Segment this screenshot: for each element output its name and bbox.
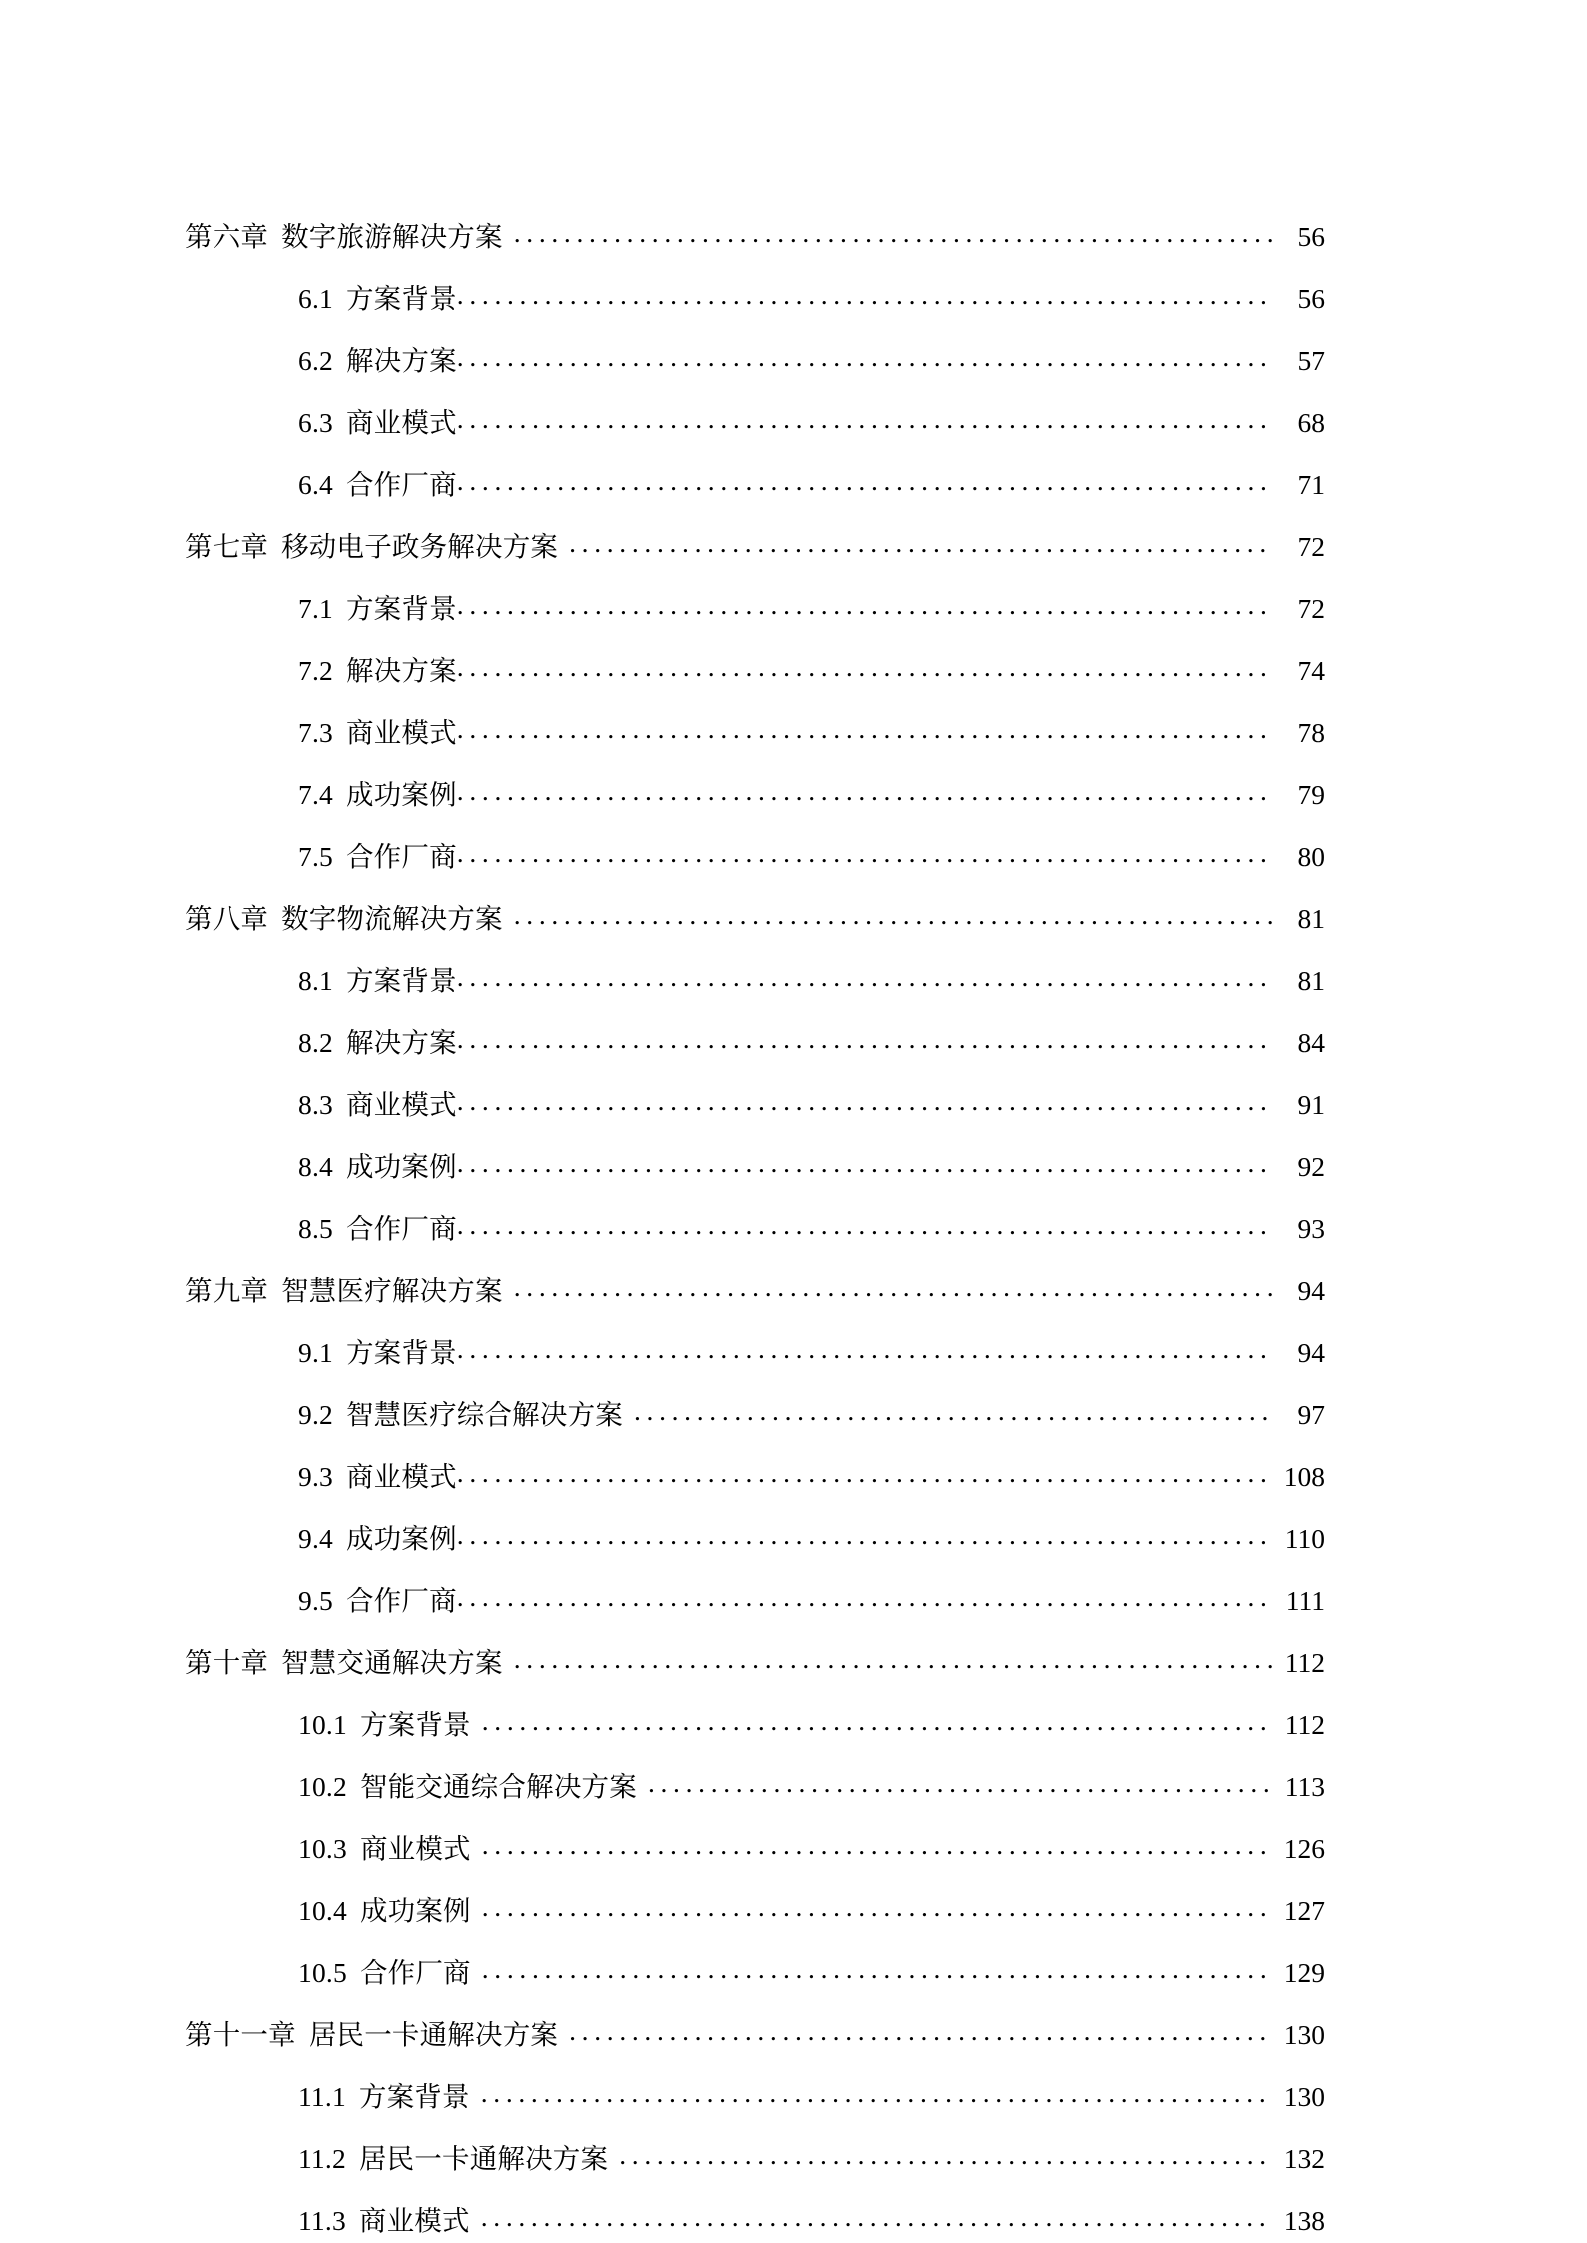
- toc-entry-title: 商业模式: [345, 717, 457, 748]
- toc-section-entry[interactable]: [185, 1942, 1325, 2004]
- toc-dot-leader: [457, 1149, 1272, 1177]
- toc-entry-label: [298, 826, 457, 888]
- toc-dot-leader: [457, 405, 1272, 433]
- toc-dot-leader: [569, 529, 1272, 557]
- toc-entry-label: [298, 2128, 608, 2190]
- toc-entry-number: 6.4: [298, 469, 333, 500]
- toc-page-number: 56: [1297, 221, 1325, 252]
- toc-entry-number: 第七章: [185, 531, 269, 562]
- toc-entry-title: 智慧交通解决方案: [281, 1647, 503, 1678]
- toc-section-entry[interactable]: [185, 1570, 1325, 1632]
- toc-entry-title: 居民一卡通解决方案: [308, 2019, 559, 2050]
- toc-entry-label: [298, 764, 457, 826]
- toc-entry-label: [298, 1818, 471, 1880]
- toc-entry-number: 8.1: [298, 965, 333, 996]
- toc-dot-leader: [457, 1583, 1272, 1611]
- toc-page-number: 130: [1283, 2081, 1325, 2112]
- toc-page-number: 94: [1297, 1337, 1325, 1368]
- toc-entry-number: 第九章: [185, 1275, 269, 1306]
- toc-entry-label: [185, 1260, 503, 1322]
- toc-entry-label: [298, 1198, 457, 1260]
- toc-entry-number: 9.5: [298, 1585, 333, 1616]
- toc-section-entry[interactable]: [185, 764, 1325, 826]
- toc-page-number: 68: [1297, 407, 1325, 438]
- toc-entry-title: 合作厂商: [345, 469, 457, 500]
- toc-dot-leader: [619, 2141, 1272, 2169]
- toc-entry-label: [298, 1322, 457, 1384]
- toc-section-entry[interactable]: [185, 268, 1325, 330]
- toc-dot-leader: [569, 2017, 1272, 2045]
- toc-entry-label: [298, 1508, 457, 1570]
- toc-page-number: 138: [1283, 2205, 1325, 2236]
- toc-section-entry[interactable]: [185, 1446, 1325, 1508]
- toc-entry-label: [298, 1446, 457, 1508]
- toc-dot-leader: [482, 1831, 1272, 1859]
- toc-entry-title: 居民一卡通解决方案: [358, 2143, 609, 2174]
- toc-entry-label: [298, 392, 457, 454]
- toc-entry-title: 移动电子政务解决方案: [281, 531, 559, 562]
- toc-entry-title: 合作厂商: [345, 1213, 457, 1244]
- toc-dot-leader: [648, 1769, 1272, 1797]
- toc-entry-title: 方案背景: [345, 965, 457, 996]
- toc-entry-title: 数字旅游解决方案: [281, 221, 503, 252]
- toc-dot-leader: [457, 1335, 1272, 1363]
- toc-entry-number: 10.1: [298, 1709, 347, 1740]
- toc-dot-leader: [457, 467, 1272, 495]
- toc-entry-number: 11.3: [298, 2205, 346, 2236]
- toc-entry-label: [298, 2190, 470, 2243]
- toc-entry-label: [298, 1074, 457, 1136]
- toc-page-number: 56: [1297, 283, 1325, 314]
- toc-section-entry[interactable]: [185, 640, 1325, 702]
- toc-entry-title: 商业模式: [359, 1833, 471, 1864]
- toc-entry-title: 方案背景: [345, 593, 457, 624]
- toc-entry-title: 合作厂商: [345, 841, 457, 872]
- toc-page-number: 126: [1283, 1833, 1325, 1864]
- toc-section-entry[interactable]: [185, 1322, 1325, 1384]
- toc-page-number: 112: [1284, 1647, 1325, 1678]
- toc-entry-title: 数字物流解决方案: [281, 903, 503, 934]
- toc-section-entry[interactable]: [185, 1136, 1325, 1198]
- toc-dot-leader: [481, 2079, 1272, 2107]
- toc-entry-label: [298, 640, 457, 702]
- toc-section-entry[interactable]: [185, 2190, 1325, 2243]
- toc-entry-title: 方案背景: [345, 283, 457, 314]
- toc-page-number: 78: [1297, 717, 1325, 748]
- toc-page-number: 111: [1285, 1585, 1325, 1616]
- toc-dot-leader: [457, 1025, 1272, 1053]
- toc-section-entry[interactable]: [185, 1384, 1325, 1446]
- toc-entry-number: 10.2: [298, 1771, 347, 1802]
- toc-page-number: 79: [1297, 779, 1325, 810]
- toc-entry-number: 10.4: [298, 1895, 347, 1926]
- toc-entry-label: [298, 1694, 471, 1756]
- toc-dot-leader: [457, 653, 1272, 681]
- toc-dot-leader: [514, 901, 1272, 929]
- toc-entry-number: 9.1: [298, 1337, 333, 1368]
- toc-entry-number: 11.1: [298, 2081, 346, 2112]
- toc-dot-leader: [482, 1707, 1272, 1735]
- toc-dot-leader: [457, 839, 1272, 867]
- toc-chapter-entry[interactable]: [185, 888, 1325, 950]
- toc-dot-leader: [634, 1397, 1272, 1425]
- toc-entry-title: 智慧医疗综合解决方案: [345, 1399, 623, 1430]
- toc-section-entry[interactable]: [185, 702, 1325, 764]
- toc-entry-number: 11.2: [298, 2143, 346, 2174]
- toc-entry-number: 7.1: [298, 593, 333, 624]
- toc-dot-leader: [482, 1893, 1272, 1921]
- toc-entry-number: 第六章: [185, 221, 269, 252]
- toc-section-entry[interactable]: [185, 1012, 1325, 1074]
- toc-entry-number: 7.3: [298, 717, 333, 748]
- toc-entry-number: 8.4: [298, 1151, 333, 1182]
- toc-entry-label: [298, 1942, 471, 2004]
- toc-entry-title: 解决方案: [345, 655, 457, 686]
- toc-page-number: 130: [1283, 2019, 1325, 2050]
- toc-entry-title: 智慧医疗解决方案: [281, 1275, 503, 1306]
- toc-page-number: 92: [1297, 1151, 1325, 1182]
- toc-entry-number: 8.5: [298, 1213, 333, 1244]
- toc-entry-label: [298, 578, 457, 640]
- toc-page-number: 129: [1283, 1957, 1325, 1988]
- toc-dot-leader: [457, 343, 1272, 371]
- toc-entry-label: [298, 702, 457, 764]
- toc-entry-number: 6.3: [298, 407, 333, 438]
- toc-page-number: 93: [1297, 1213, 1325, 1244]
- toc-section-entry[interactable]: [185, 826, 1325, 888]
- toc-page-number: 91: [1297, 1089, 1325, 1120]
- toc-section-entry[interactable]: [185, 2128, 1325, 2190]
- toc-section-entry[interactable]: [185, 950, 1325, 1012]
- toc-dot-leader: [514, 1273, 1272, 1301]
- toc-chapter-entry[interactable]: [185, 1632, 1325, 1694]
- toc-dot-leader: [457, 281, 1272, 309]
- toc-entry-number: 6.1: [298, 283, 333, 314]
- toc-entry-label: [298, 1012, 457, 1074]
- toc-entry-number: 第十章: [185, 1647, 269, 1678]
- toc-entry-title: 商业模式: [345, 1089, 457, 1120]
- toc-entry-label: [298, 330, 457, 392]
- toc-entry-title: 成功案例: [345, 1151, 457, 1182]
- toc-section-entry[interactable]: [185, 578, 1325, 640]
- toc-dot-leader: [457, 1459, 1272, 1487]
- toc-entry-title: 商业模式: [358, 2205, 470, 2236]
- toc-section-entry[interactable]: [185, 1818, 1325, 1880]
- toc-entry-title: 方案背景: [345, 1337, 457, 1368]
- toc-section-entry[interactable]: [185, 454, 1325, 516]
- toc-entry-title: 成功案例: [345, 1523, 457, 1554]
- toc-section-entry[interactable]: [185, 392, 1325, 454]
- toc-entry-label: [298, 950, 457, 1012]
- toc-entry-title: 商业模式: [345, 407, 457, 438]
- toc-entry-label: [185, 516, 558, 578]
- toc-dot-leader: [514, 219, 1272, 247]
- toc-section-entry[interactable]: [185, 1508, 1325, 1570]
- toc-entry-label: [298, 454, 457, 516]
- toc-dot-leader: [482, 1955, 1272, 1983]
- toc-dot-leader: [457, 963, 1272, 991]
- toc-entry-label: [185, 206, 503, 268]
- toc-chapter-entry[interactable]: [185, 516, 1325, 578]
- toc-entry-title: 合作厂商: [345, 1585, 457, 1616]
- toc-page-number: 127: [1283, 1895, 1325, 1926]
- toc-entry-number: 8.2: [298, 1027, 333, 1058]
- toc-entry-label: [298, 1384, 623, 1446]
- toc-entry-label: [298, 2066, 470, 2128]
- toc-section-entry[interactable]: [185, 1074, 1325, 1136]
- table-of-contents: [185, 206, 1325, 2243]
- toc-chapter-entry[interactable]: [185, 1260, 1325, 1322]
- toc-page-number: 110: [1284, 1523, 1325, 1554]
- toc-page-number: 94: [1297, 1275, 1325, 1306]
- toc-section-entry[interactable]: [185, 330, 1325, 392]
- toc-entry-title: 智能交通综合解决方案: [359, 1771, 637, 1802]
- toc-entry-number: 7.2: [298, 655, 333, 686]
- toc-page-number: 108: [1283, 1461, 1325, 1492]
- toc-page-number: 132: [1283, 2143, 1325, 2174]
- toc-entry-number: 第十一章: [185, 2019, 296, 2050]
- toc-section-entry[interactable]: [185, 1756, 1325, 1818]
- toc-page-number: 84: [1297, 1027, 1325, 1058]
- toc-entry-number: 9.3: [298, 1461, 333, 1492]
- toc-section-entry[interactable]: [185, 2066, 1325, 2128]
- toc-chapter-entry[interactable]: [185, 206, 1325, 268]
- toc-entry-number: 8.3: [298, 1089, 333, 1120]
- toc-dot-leader: [457, 591, 1272, 619]
- toc-entry-label: [185, 888, 503, 950]
- toc-dot-leader: [481, 2203, 1272, 2231]
- toc-page-number: 57: [1297, 345, 1325, 376]
- toc-entry-number: 6.2: [298, 345, 333, 376]
- toc-entry-title: 方案背景: [359, 1709, 471, 1740]
- toc-entry-number: 9.4: [298, 1523, 333, 1554]
- toc-page-number: 74: [1297, 655, 1325, 686]
- toc-entry-number: 10.5: [298, 1957, 347, 1988]
- toc-entry-label: [298, 1756, 637, 1818]
- toc-entry-title: 解决方案: [345, 1027, 457, 1058]
- toc-page-number: 112: [1284, 1709, 1325, 1740]
- toc-entry-title: 合作厂商: [359, 1957, 471, 1988]
- toc-page-number: 81: [1297, 965, 1325, 996]
- toc-chapter-entry[interactable]: [185, 2004, 1325, 2066]
- toc-entry-title: 解决方案: [345, 345, 457, 376]
- toc-page-number: 71: [1297, 469, 1325, 500]
- toc-page-number: 72: [1297, 593, 1325, 624]
- toc-dot-leader: [514, 1645, 1272, 1673]
- toc-dot-leader: [457, 777, 1272, 805]
- toc-page-number: 80: [1297, 841, 1325, 872]
- toc-page-number: 81: [1297, 903, 1325, 934]
- toc-entry-label: [185, 1632, 503, 1694]
- toc-dot-leader: [457, 715, 1272, 743]
- toc-section-entry[interactable]: [185, 1880, 1325, 1942]
- toc-entry-number: 7.4: [298, 779, 333, 810]
- toc-entry-title: 成功案例: [345, 779, 457, 810]
- toc-entry-title: 方案背景: [358, 2081, 470, 2112]
- toc-dot-leader: [457, 1521, 1272, 1549]
- toc-section-entry[interactable]: [185, 1694, 1325, 1756]
- toc-entry-label: [298, 1570, 457, 1632]
- toc-dot-leader: [457, 1087, 1272, 1115]
- toc-entry-number: 7.5: [298, 841, 333, 872]
- toc-page-number: 113: [1284, 1771, 1325, 1802]
- toc-entry-label: [185, 2004, 558, 2066]
- toc-page-number: 72: [1297, 531, 1325, 562]
- toc-page-number: 97: [1297, 1399, 1325, 1430]
- toc-entry-number: 第八章: [185, 903, 269, 934]
- toc-section-entry[interactable]: [185, 1198, 1325, 1260]
- toc-entry-number: 10.3: [298, 1833, 347, 1864]
- toc-entry-title: 成功案例: [359, 1895, 471, 1926]
- toc-dot-leader: [457, 1211, 1272, 1239]
- toc-entry-label: [298, 268, 457, 330]
- toc-entry-title: 商业模式: [345, 1461, 457, 1492]
- toc-entry-label: [298, 1880, 471, 1942]
- toc-entry-label: [298, 1136, 457, 1198]
- toc-entry-number: 9.2: [298, 1399, 333, 1430]
